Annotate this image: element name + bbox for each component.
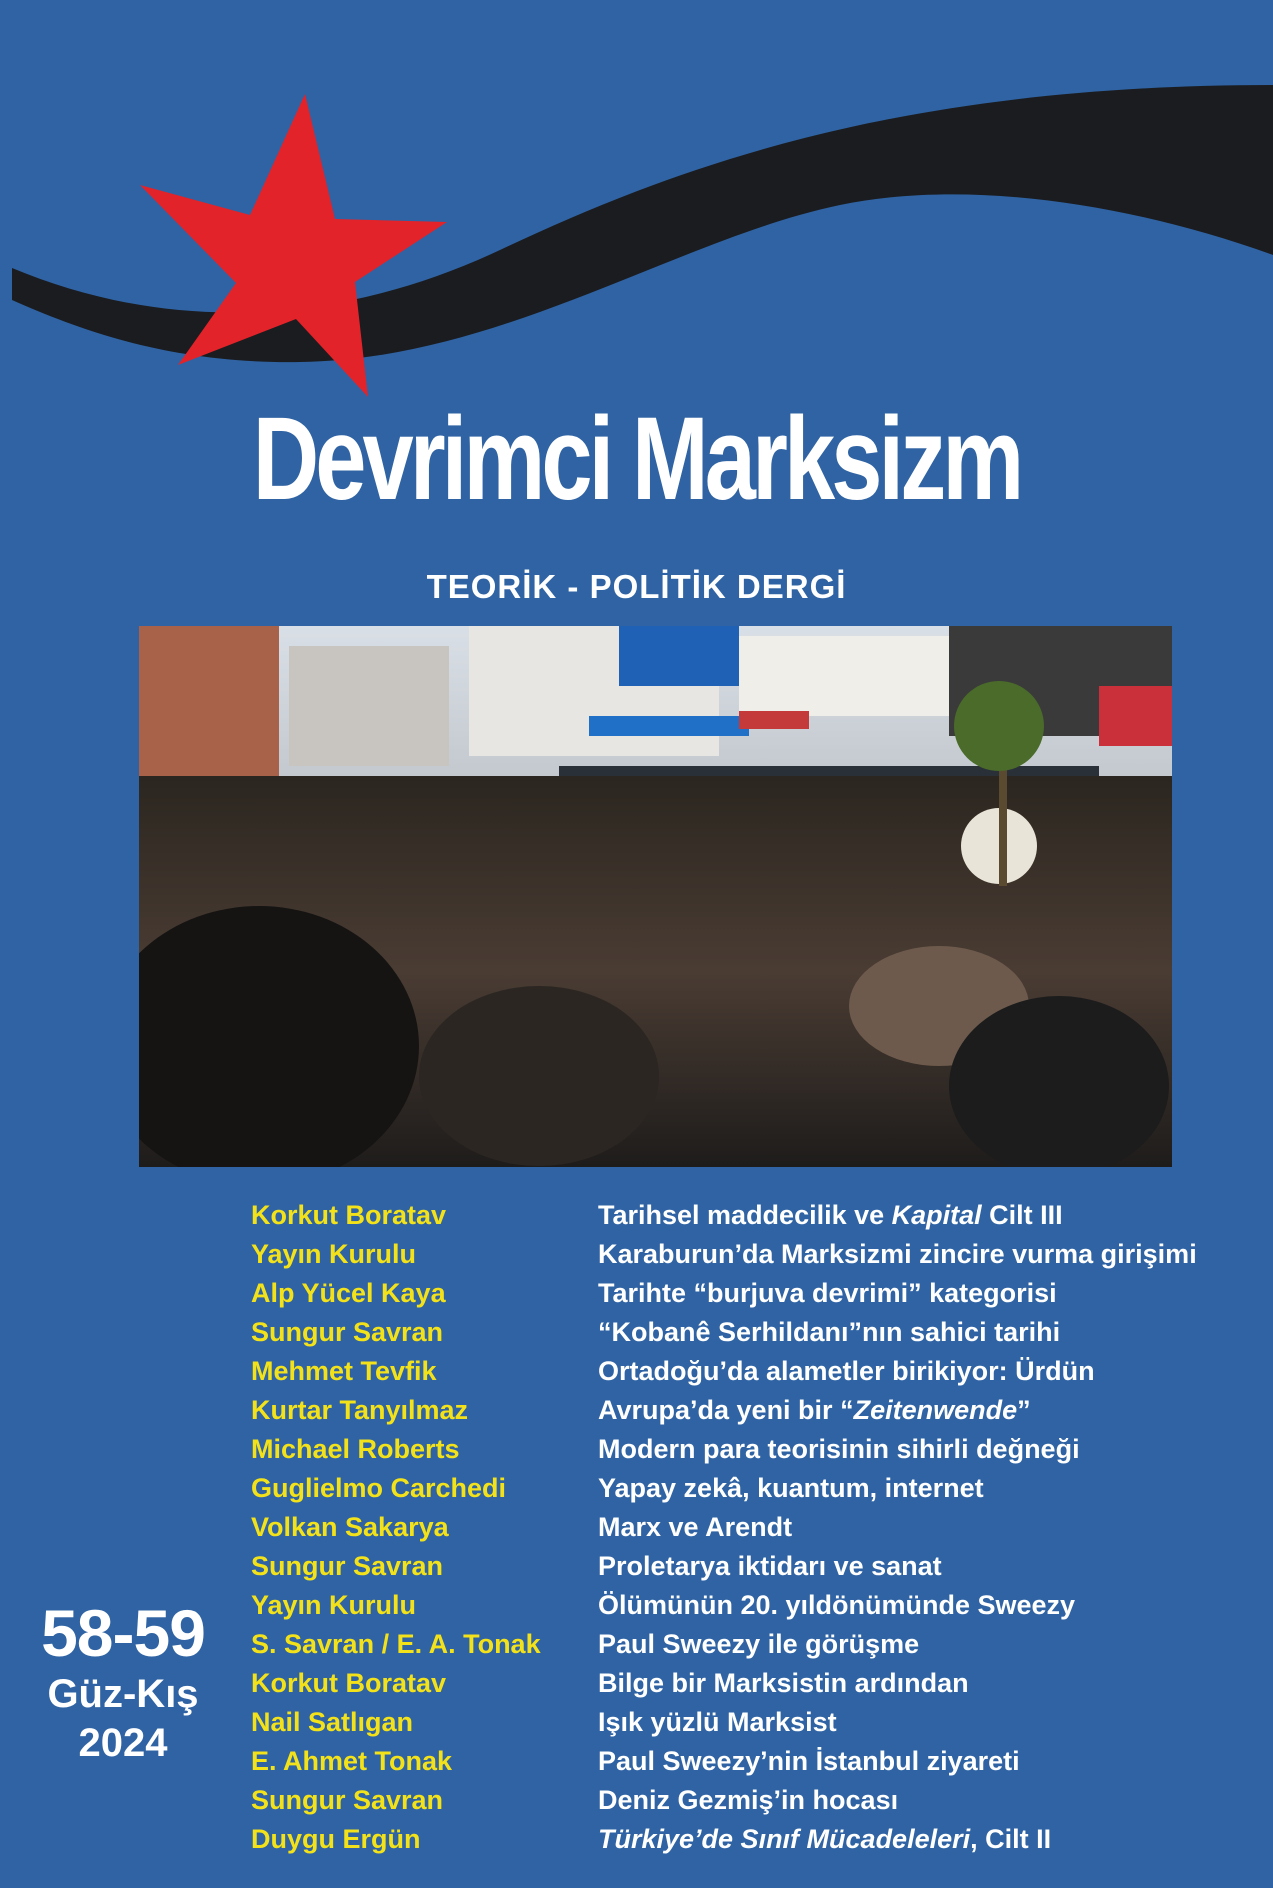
toc-row (251, 1313, 1261, 1352)
cover-decoration (0, 0, 1273, 420)
toc-row (251, 1586, 1261, 1625)
toc-row (251, 1196, 1261, 1235)
toc-article-text: Proletarya iktidarı ve sanat (598, 1551, 942, 1581)
table-of-contents (251, 1196, 1261, 1859)
toc-article-title (598, 1625, 919, 1664)
toc-article-text: “Kobanê Serhildanı”nın sahici tarihi (598, 1317, 1061, 1347)
toc-article-text: Paul Sweezy’nin İstanbul ziyareti (598, 1746, 1020, 1776)
toc-row (251, 1781, 1261, 1820)
toc-article-text: Ölümünün 20. yıldönümünde Sweezy (598, 1590, 1076, 1620)
toc-author: S. Savran / E. A. Tonak (251, 1629, 541, 1659)
toc-article-title (598, 1703, 837, 1742)
toc-article-text: Ortadoğu’da alametler birikiyor: Ürdün (598, 1356, 1095, 1386)
toc-author: Korkut Boratav (251, 1668, 447, 1698)
toc-article-text: Cilt III (981, 1200, 1063, 1230)
toc-article-text: Karaburun’da Marksizmi zincire vurma girişimi (598, 1239, 1197, 1269)
toc-author: E. Ahmet Tonak (251, 1746, 453, 1776)
toc-article-title (598, 1547, 942, 1586)
toc-article-title (598, 1508, 792, 1547)
toc-article-italic: Kapital (891, 1200, 982, 1230)
toc-article-text: Avrupa’da yeni bir “ (598, 1395, 854, 1425)
toc-author: Yayın Kurulu (251, 1590, 417, 1620)
toc-author: Alp Yücel Kaya (251, 1278, 446, 1308)
toc-article-italic: Türkiye’de Sınıf Mücadeleleri (598, 1824, 971, 1854)
issue-number: 58-59 (41, 1596, 205, 1670)
toc-article-title (598, 1352, 1095, 1391)
toc-row (251, 1391, 1261, 1430)
toc-author: Sungur Savran (251, 1551, 444, 1581)
toc-article-title (598, 1391, 1031, 1430)
toc-article-title (598, 1742, 1020, 1781)
toc-author: Nail Satlıgan (251, 1707, 414, 1737)
toc-article-text: , Cilt II (970, 1824, 1052, 1854)
issue-year: 2024 (78, 1721, 168, 1765)
toc-article-title (598, 1430, 1080, 1469)
cover-photo (139, 626, 1172, 1167)
toc-row (251, 1820, 1261, 1859)
toc-author: Guglielmo Carchedi (251, 1473, 507, 1503)
toc-article-text: Bilge bir Marksistin ardından (598, 1668, 969, 1698)
toc-article-text: Tarihsel maddecilik ve (598, 1200, 892, 1230)
toc-article-title (598, 1235, 1197, 1274)
toc-row (251, 1352, 1261, 1391)
toc-row (251, 1235, 1261, 1274)
toc-article-text: Yapay zekâ, kuantum, internet (598, 1473, 984, 1503)
toc-article-title (598, 1664, 969, 1703)
toc-author: Korkut Boratav (251, 1200, 447, 1230)
toc-article-text: Modern para teorisinin sihirli değneği (598, 1434, 1080, 1464)
toc-article-title (598, 1820, 1051, 1859)
toc-row (251, 1664, 1261, 1703)
toc-article-title (598, 1274, 1057, 1313)
toc-row (251, 1547, 1261, 1586)
toc-article-text: Deniz Gezmiş’in hocası (598, 1785, 899, 1815)
toc-article-title (598, 1586, 1075, 1625)
toc-row (251, 1625, 1261, 1664)
magazine-subtitle: TEORİK - POLİTİK DERGİ (426, 568, 847, 605)
toc-author: Duygu Ergün (251, 1824, 421, 1854)
toc-article-title (598, 1781, 898, 1820)
toc-article-title (598, 1469, 984, 1508)
toc-row (251, 1703, 1261, 1742)
toc-article-text: Tarihte “burjuva devrimi” kategorisi (598, 1278, 1057, 1308)
toc-article-text: Işık yüzlü Marksist (598, 1707, 837, 1737)
toc-article-title (598, 1313, 1060, 1352)
toc-article-title (598, 1196, 1063, 1235)
toc-author: Volkan Sakarya (251, 1512, 449, 1542)
issue-season: Güz-Kış (47, 1672, 199, 1716)
toc-article-italic: Zeitenwende (853, 1395, 1018, 1425)
magazine-title: Devrimci Marksizm (252, 393, 1021, 525)
toc-author: Sungur Savran (251, 1785, 444, 1815)
toc-author: Yayın Kurulu (251, 1239, 417, 1269)
toc-author: Kurtar Tanyılmaz (251, 1395, 469, 1425)
issue-info (18, 1596, 228, 1766)
toc-author: Mehmet Tevfik (251, 1356, 437, 1386)
toc-row (251, 1469, 1261, 1508)
toc-author: Sungur Savran (251, 1317, 444, 1347)
toc-row (251, 1274, 1261, 1313)
toc-row (251, 1430, 1261, 1469)
toc-article-text: ” (1017, 1395, 1031, 1425)
toc-row (251, 1508, 1261, 1547)
toc-article-text: Paul Sweezy ile görüşme (598, 1629, 920, 1659)
toc-row (251, 1742, 1261, 1781)
toc-author: Michael Roberts (251, 1434, 460, 1464)
toc-article-text: Marx ve Arendt (598, 1512, 793, 1542)
